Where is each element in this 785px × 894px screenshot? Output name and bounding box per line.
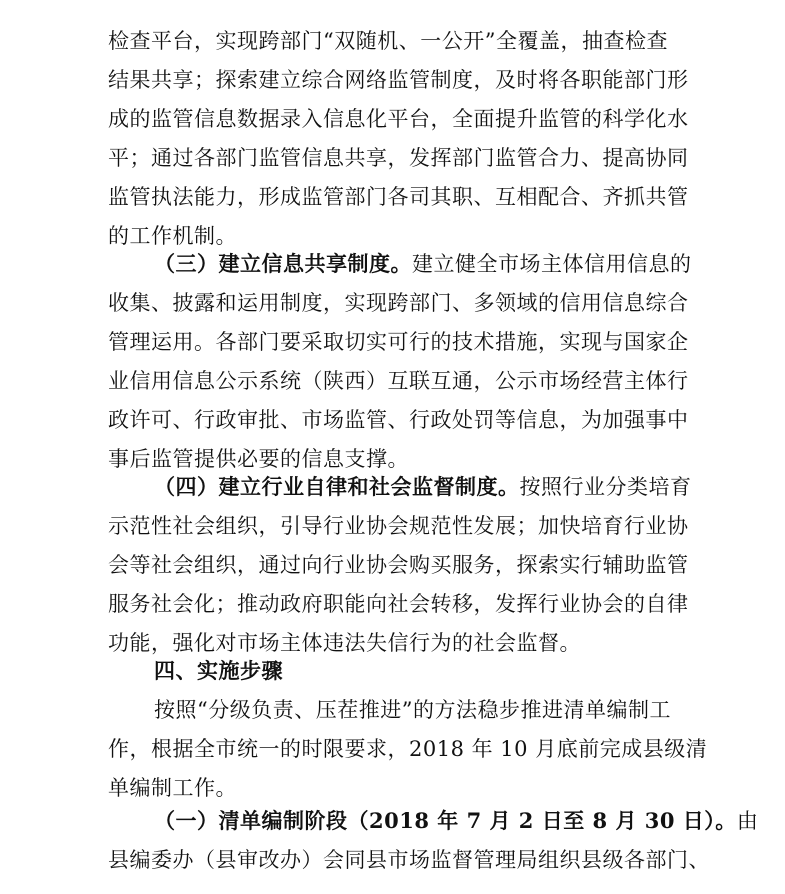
- subsection-heading: （四）建立行业自律和社会监督制度。: [154, 474, 520, 499]
- paragraph-line: 按照“分级负责、压茬推进”的方法稳步推进清单编制工: [154, 698, 671, 722]
- paragraph-line: 作，根据全市统一的时限要求，2018 年 10 月底前完成县级清: [108, 737, 708, 761]
- paragraph-first-line: [154, 802, 758, 840]
- paragraph-line: 单编制工作。: [108, 776, 237, 800]
- paragraph-line: 县编委办（县审改办）会同县市场监督管理局组织县级各部门、: [108, 848, 710, 872]
- paragraph-line: 服务社会化；推动政府职能向社会转移，发挥行业协会的自律: [108, 592, 689, 616]
- paragraph-line: 监管执法能力，形成监管部门各司其职、互相配合、齐抓共管: [108, 185, 689, 209]
- paragraph-text: 按照行业分类培育: [519, 475, 692, 499]
- paragraph-text: 由: [736, 809, 759, 833]
- subsection-heading: （三）建立信息共享制度。: [154, 251, 412, 276]
- paragraph-line: 检查平台，实现跨部门“双随机、一公开”全覆盖，抽查检查: [108, 29, 668, 53]
- paragraph-line: 事后监管提供必要的信息支撑。: [108, 447, 409, 471]
- paragraph-line: 收集、披露和运用制度，实现跨部门、多领域的信用信息综合: [108, 291, 689, 315]
- paragraph-line: 功能，强化对市场主体违法失信行为的社会监督。: [108, 631, 581, 655]
- paragraph-line: 业信用信息公示系统（陕西）互联互通，公示市场经营主体行: [108, 369, 689, 393]
- paragraph-line: 的工作机制。: [108, 224, 237, 248]
- paragraph-text: 建立健全市场主体信用信息的: [412, 252, 692, 276]
- paragraph-line: 示范性社会组织，引导行业协会规范性发展；加快培育行业协: [108, 514, 689, 538]
- paragraph-line: 会等社会组织，通过向行业协会购买服务，探索实行辅助监管: [108, 553, 689, 577]
- paragraph-line: 平；通过各部门监管信息共享，发挥部门监管合力、提高协同: [108, 146, 689, 170]
- subsection-heading: （一）清单编制阶段（2018 年 7 月 2 日至 8 月 30 日）。: [154, 808, 737, 833]
- paragraph-first-line: [154, 468, 692, 506]
- paragraph-first-line: [154, 245, 692, 283]
- paragraph-line: 管理运用。各部门要采取切实可行的技术措施，实现与国家企: [108, 330, 689, 354]
- paragraph-line: 成的监管信息数据录入信息化平台，全面提升监管的科学化水: [108, 107, 689, 131]
- section-heading: 四、实施步骤: [154, 659, 283, 683]
- paragraph-line: 结果共享；探索建立综合网络监管制度，及时将各职能部门形: [108, 68, 689, 92]
- paragraph-line: 政许可、行政审批、市场监管、行政处罚等信息，为加强事中: [108, 408, 689, 432]
